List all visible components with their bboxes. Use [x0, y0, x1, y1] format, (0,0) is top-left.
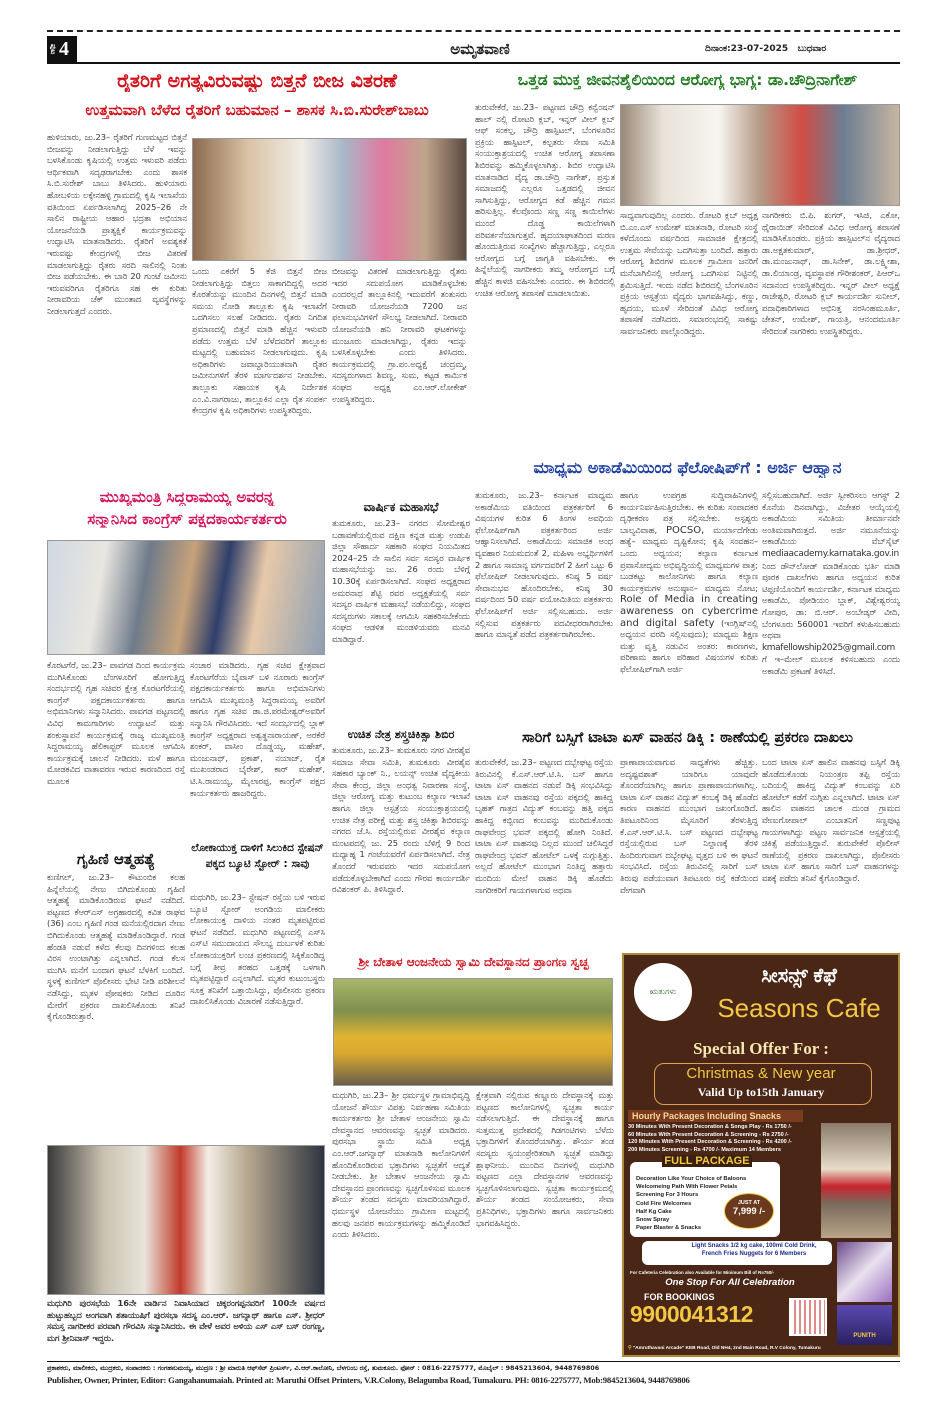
story1-col2: ಒಂದು ಎಕರೆಗೆ 5 ಕೆಜಿ ಬಿತ್ತನೆ ಬೀಜ ನೀಡಲಾಗುತ್ತಿದ್ದು ಬಿತ್ತಲು ಸಾಕಾಗದಿದ್ದಲ್ಲಿ ಅದರ ಕೊರತೆಯನ್ನು ಮುಂದಿನ ದಿನಗಳಲ್ಲಿ ಬಿತ್ತನೆ ಮಾಡಿ ಸಮಯ ನೋಡಿ ತಾಲ್ಲೂಕು ಕೃಷಿ ಇಲಾಖೆಗೆ ಒದಗಿಸಲು ಸಲಹೆ ನೀಡಿದರು. ರೈತರು ನಿಗದಿತ ಪ್ರಮಾಣದಲ್ಲಿ ಬಿತ್ತನೆ ಮಾಡಿ ಹೆಚ್ಚಿನ ಇಳುವರಿ ಪಡೆದು ಉತ್ತಮ ಬೆಳೆ ಬೆಳೆದವರಿಗೆ ತಾಲ್ಲೂಕು ಮಟ್ಟದಲ್ಲಿ ಬಹುಮಾನ ನೀಡಲಾಗುವುದು. ಕೃಷಿ ಅಧಿಕಾರಿಗಳು ಜವಾಬ್ದಾರಿಯುತವಾಗಿ ರೈತರ ಜಮೀನುಗಳಿಗೆ ತೆರಳಿ ಮಾರ್ಗದರ್ಶನ ನೀಡಬೇಕು. ತಾಲ್ಲೂಕು ಸಹಾಯಕ ಕೃಷಿ ನಿರ್ದೇಶಕ ಎಂ.ವಿ.ನಾಗರಾಜು, ತಾಲ್ಲೂಕಿನ ಎಲ್ಲಾ ರೈತ ಸಂಪರ್ಕ ಕೇಂದ್ರಗಳ ಕೃಷಿ ಅಧಿಕಾರಿಗಳು ಉಪಸ್ಥಿತರಿದ್ದರು. — [192, 266, 327, 416]
story8-col2 — [620, 490, 758, 725]
story10-photo — [333, 978, 613, 1086]
story2-headline-line1: ಮುಖ್ಯಮಂತ್ರಿ ಸಿದ್ದರಾಮಯ್ಯ ಅವರನ್ನ — [99, 488, 275, 506]
ad-snacks-box: Light Snacks 1/2 kg cake, 100ml Cold Drink, French Fries Nuggets for 6 Members — [642, 1241, 832, 1265]
ad-validity: Valid Up to15th January — [697, 1085, 825, 1099]
top-rule — [47, 30, 900, 32]
ad-brand: Seasons Cafe — [717, 993, 881, 1023]
footer-kannada: ಪ್ರಕಾಶಕರು, ಮಾಲೀಕರು, ಮುದ್ರಕರು, ಸಂಪಾದಕರು : ಗಂಗಹನುಮಯ್ಯ, ಮುದ್ರಣ : ಶ್ರೀ ಮಾರುತಿ ಆಫ್‌ಸೆಟ್ ಪ್ರಿಂಟರ್ಸ್, ವಿ.ಆರ್.ಕಾಲೋನಿ, ಬೆಳಗುಂಬ ರಸ್ತೆ, ತುಮಕೂರು. ಫೋನ್ : 0816-2275777, ಮೊಬೈಲ್ : 9845213604, 9448769806 — [47, 1364, 600, 1372]
footer-rule — [47, 1361, 900, 1362]
ad-qr-code[interactable] — [789, 1298, 827, 1336]
story9-col1: ತುರುವೇಕೆರೆ, ಜು.23– ಪಟ್ಟಣದ ದಬ್ಬೇಘಟ್ಟ ರಸ್ತೆಯ ತಿರುವಿನಲ್ಲಿ ಕೆ.ಎಸ್.ಆರ್.ಟಿ.ಸಿ. ಬಸ್ ಹಾಗೂ ಟಾಟಾ ಏಸ್ ವಾಹನದ ನಡುವೆ ಡಿಕ್ಕಿ ಸಂಭವಿಸಿದ್ದು ಟಾಟಾ ಏಸ್ ವಾಹನವು ರಸ್ತೆಯ ಪಕ್ಕದಲ್ಲಿ ಹಾಕಿದ್ದ ಬೃಹತ್ ಗಾತ್ರದ ವಿದ್ಯುತ್ ಕಂಬವನ್ನು ಹತ್ತಿ ಪಕ್ಕದ ಹಾಕಿದ್ದ ಕಬ್ಬಿಣದ ಕಂಬವನ್ನು ಮುರಿದುಕೊಂಡು ರಾಘವೇಂದ್ರ ಭವನ್ ಪಕ್ಕದಲ್ಲಿ ಹೋಗಿ ನಿಂತಿದೆ. ಟಾಟಾ ಏಸ್ ವಾಹನವು ನಿಲ್ಲದ ಮುಂದೆ ಚಲಿಸಿದ್ದರೆ ರಾಘವೇಂದ್ರ ಭವನ್ ಹೋಟೆಲ್ ಒಳಕ್ಕೆ ನುಗ್ಗುತ್ತಿತ್ತು. ಅಲ್ಲದೆ ಹೋಟೆಲ್ ಮುಂಭಾಗ ನಿಂತಿದ್ದ ಹತ್ತಾರು ಮಂದಿಯ ಮೇಲೆ ವಾಹನ ಡಿಕ್ಕಿ ಹೊಡೆದು ನಾಗರೀಕರಿಗೆ ಗಾಯಗಳಾಗುವ ಅಥವಾ — [475, 757, 613, 895]
seasons-cafe-ad[interactable] — [622, 953, 900, 1357]
ad-full-package-item: Welcomeing Path With Flower Petals — [636, 1184, 738, 1191]
story2-col2: ಸಂಚಾರ ಮಾಡಿದರು. ಗೃಹ ಸಚಿವ ಕ್ಷೇತ್ರವಾದ ಕೊರಟಗೆರೆಯ ಬೈಪಾಸ್ ಬಳಿ ನೂರಾರು ಕಾಂಗ್ರೆಸ್ ಪಕ್ಷದಕಾರ್ಯಕರ್ತರು ಹಾಗೂ ಅಭಿಮಾನಿಗಳು ಆಗಮಿಸಿ ಮುಖ್ಯಮಂತ್ರಿ ಸಿದ್ದರಾಮಯ್ಯ ಅವರಿಗೆ ಹಾಗೂ ಗೃಹ ಸಚಿವ ಡಾ.ಜಿ.ಪರಮೇಶ್ವರ್‌ಅವರಿಗೆ ಸನ್ಮಾನಿಸಿ ಗೌರವಿಸಿದರು. ಇದೆ ಸಂದರ್ಭದಲ್ಲಿ ಬ್ಲಾಕ್ ಕಾಂಗ್ರೆಸ್ ಅಧ್ಯಕ್ಷರಾದ ಅಶ್ವತ್ಥನಾರಾಯಣ್, ಅರಕೆರೆ ಶಂಕರ್, ವಾಸೀಂ ದೊಡ್ಡಯ್ಯ, ಮಹೇಶ್, ಮಂಜುನಾಥ್, ಪ್ರಕಾಶ್, ನಯಾಜ್, ರೈತ ಮುಖಂಡರಾದ ಬೈರೇಶ್, ಕಾರ್ ಮಹೇಶ್, ಟಿ.ಸಿ.ರಾಮಯ್ಯ, ಮೈಲಾರಪ್ಪ, ಕಾಂಗ್ರೆಸ್ ಪಕ್ಷದ ಕಾರ್ಯಕರ್ತರು ಹಾಜರಿದ್ದರು. — [190, 660, 325, 798]
story8-col3-b: ನಿಂದ ಡೌನ್‌ಲೋಡ್ ಮಾಡಿಕೊಂಡು ಭರ್ತಿ ಮಾಡಿ ಪೂರಕ ದಾಖಲೆಗಳು ಹಾಗೂ ಅಧ್ಯಯನ ಕುರಿತ ಟಿಪ್ಪಣಿಯೊಂದಿಗೆ ಕಾರ್ಯದರ್ಶಿ, ಕರ್ನಾಟಕ ಮಾಧ್ಯಮ ಅಕಾಡೆಮಿ, ಪೋಡಿಯಂ ಬ್ಲಾಕ್, ವಿಶ್ವೇಶ್ವರಯ್ಯ ಗೋಪುರ, ಡಾ: ಬಿ.ಆರ್. ಅಂಬೇಡ್ಕರ್ ವೀದಿ, ಬೆಂಗಳೂರು 560001 ಇವರಿಗೆ ಕಳುಹಿಸಬಹುದು ಅಥವಾ — [762, 560, 900, 641]
story6-body: ತುಮಕೂರು, ಜು.23– ತುಮಕೂರು ನಗರ ವೀರಶೈವ ಸಮಾಜ ಸೇವಾ ಸಮಿತಿ, ತುಮಕೂರು ವೀರಶೈವ ಸಹಕಾರ ಬ್ಯಾಂಕ್ ನಿ., ಲಯನ್ಸ್ ಉಚಿತ ವೈದ್ಯಕೀಯ ಸೇವಾ ಕೇಂದ್ರ, ಜಿಲ್ಲಾ ಅಂಧತ್ವ ನಿವಾರಣಾ ಸಂಸ್ಥೆ, ಜಿಲ್ಲಾ ಆರೋಗ್ಯ ಮತ್ತು ಕುಟುಂಬ ಕಲ್ಯಾಣ ಇಲಾಖೆ ಹಾಗೂ ಜಿಲ್ಲಾ ಆಸ್ಪತ್ರೆಯ ಸಂಯುಕ್ತಾಶ್ರಯದಲ್ಲಿ ಉಚಿತ ನೇತ್ರ ಪರೀಕ್ಷೆ ಮತ್ತು ಶಸ್ತ್ರ ಚಿಕಿತ್ಸಾ ಶಿಬಿರವನ್ನು ನಗರದ ಜೆ.ಸಿ. ರಸ್ತೆಯಲ್ಲಿರುವ ವೀರಶೈವ ಕಲ್ಯಾಣ ಮಂಟಪದಲ್ಲಿ ಜು. 25 ರಂದು ಬೆಳಿಗ್ಗೆ 9 ರಿಂದ ಮಧ್ಯಾಹ್ನ 1 ಗಂಟೆಯವರೆಗೆ ಏರ್ಪಡಿಸಲಾಗಿದೆ. ನೇತ್ರ ತೊಂದರೆ ಇರುವವರು ಇದರ ಸದುಪಯೋಗ ಪಡೆದುಕೊಳ್ಳಬೇಕಾಗಿದೆ ಎಂದು ಗೌರವ ಕಾರ್ಯದರ್ಶಿ ರವಿಶಂಕರ್ ಪಿ. ತಿಳಿಸಿದ್ದಾರೆ. — [332, 745, 470, 895]
ad-address-text: "Amruthavani Arcade" KEB Road, Old NH4, 2nd Main Road, R.V Colony, Tumakuru — [632, 1346, 821, 1351]
story5-headline: ವಾರ್ಷಿಕ ಮಹಾಸಭೆ — [363, 500, 439, 514]
story5-body: ತುಮಕೂರು, ಜು.23– ನಗರದ ಸೋಮೇಶ್ವರ ಬಡಾವಣೆಯಲ್ಲಿರುವ ದಕ್ಷಿಣ ಕನ್ನಡ ಮತ್ತು ಉಡುಪಿ ಜಿಲ್ಲಾ ಸೌಹಾರ್ದ ಸಹಕಾರಿ ಸಂಘದ ನಿಯಮಿತದ 2024–25 ನೇ ಸಾಲಿನ ಸರ್ವ ಸದಸ್ಯರ ವಾರ್ಷಿಕ ಮಹಾಸಭೆಯನ್ನು ಜು. 26 ರಂದು ಬೆಳಿಗ್ಗೆ 10.30ಕ್ಕೆ ಏರ್ಪಡಿಸಲಾಗಿದೆ. ಸಂಘದ ಅಧ್ಯಕ್ಷರಾದ ಅಮರನಾಥ ಶೆಟ್ಟಿ ರವರ ಅಧ್ಯಕ್ಷತೆಯಲ್ಲಿ ಸರ್ವ ಸದಸ್ಯರ ವಾರ್ಷಿಕ ಮಹಾಸಭೆ ನಡೆಯಲಿದ್ದು, ಸಂಘದ ಸದಸ್ಯರುಗಳು ಸಕಾಲಕ್ಕೆ ಆಗಮಿಸಿ ಸಹಕರಿಸಬೇಕೆಂದು ಸಂಘದ ಆಡಳಿತ ಮಂಡಳಿಯವರು ಮನವಿ ಮಾಡಿದ್ದಾರೆ. — [332, 518, 470, 644]
ad-photo-1 — [821, 1123, 891, 1238]
ad-price: 7,999 /- — [732, 1206, 766, 1217]
story9-col2: ಪ್ರಾಣಾಪಾಯವಾಗುವ ಸಾಧ್ಯತೆಗಳು ಹೆಚ್ಚಿತ್ತು. ಅದೃಷ್ಟವಶಾತ್ ಯಾರಿಗೂ ಯಾವುದೇ ತೊಂದರೆಯಾಗಿಲ್ಲ ಹಾಗೂ ಪ್ರಾಣಾಪಾಯಗಳಾಗಿಲ್ಲ. ಟಾಟಾ ಏಸ್ ವಾಹನ ವಿದ್ಯುತ್ ಕಂಬಕ್ಕೆ ಡಿಕ್ಕಿ ಹೊಡೆದ ಕಾರಣ ವಾಹನದ ಮುಂಭಾಗ ಜಖಂಗೊಂಡಿದೆ. ತಿಪಟೂರಿನಿಂದ ಮೈಸೂರಿಗೆ ತೆರಳುತ್ತಿದ್ದ ಕೆ.ಎಸ್.ಆರ್.ಟಿ.ಸಿ. ಬಸ್ ಪಟ್ಟಣದ ದಬ್ಬೇಘಟ್ಟ ರಸ್ತೆಯಲ್ಲಿರುವ ಬಸ್ ನಿಲ್ದಾಣಕ್ಕೆ ತೆರಳಿ ಹಿಂದಿರುಗುವಾಗ ದಬ್ಬೇಘಟ್ಟ ವೃತ್ತದ ಬಳಿ ಈ ಘಟನೆ ಸಂಭವಿಸಿದೆ. ರಸ್ತೆಯ ತಿರುವಿನಲ್ಲಿ ಸಾರಿಗೆ ಬಸ್ ತಿರುವು ಪಡೆಯುವಾಗ ತಿಪಟೂರು ರಸ್ತೆ ಕಡೆಯಿಂದ ವೇಗವಾಗಿ — [620, 757, 758, 895]
story10-col1: ಮಧುಗಿರಿ, ಜು.23– ಶ್ರೀ ಧರ್ಮಸ್ಥಳ ಗ್ರಾಮಾಭಿವೃದ್ಧಿ ಯೋಜನೆ ಶೌರ್ಯ ವಿಪತ್ತು ನಿರ್ವಹಣಾ ಸಮಿತಿಯ ಕಾರ್ಯಕರ್ತರು ಶ್ರೀ ಬೇತಾಳ ಆಂಜನೇಯ ಸ್ವಾಮಿ ದೇವಸ್ಥಾನದ ಆವರಣವನ್ನು ಸ್ವಚ್ಛತೆ ಮಾಡಿದರು. ಪುರಸಭಾ ಸ್ಥಾಯಿ ಸಮಿತಿ ಅಧ್ಯಕ್ಷ ಎಂ.ಆರ್.ಜಗನ್ನಾಥ್ ಮಾತನಾಡಿ ಕಾಲೋನಿಗಳಿಗೆ ಹೊಂದಿಕೊಂಡಿರುವ ಭಕ್ತಾದಿಗಳು ಸ್ವಚ್ಛತೆಗೆ ಆದ್ಯತೆ ನೀಡಬೇಕು. ಶ್ರೀ ಬೇತಾಳ ಆಂಜನೇಯ ಸ್ವಾಮಿ ದೇವಸ್ಥಾನದ ಪ್ರಾಂಗಣವನ್ನು ಸ್ವಚ್ಛಗೊಳಿಸುವ ಮೂಲಕ ಶೌರ್ಯ ತಂಡದ ಸದಸ್ಯರು ಮಾದರಿಯಾಗಿದ್ದಾರೆ. ಧರ್ಮಸ್ಥಳ ಯೋಜನೆಯು ಗ್ರಾಮೀಣ ಮಟ್ಟದಲ್ಲಿ ಹಲವು ಜನಪರ ಕಾರ್ಯಕ್ರಮಗಳನ್ನು ಹಮ್ಮಿಕೊಂಡಿದೆ ಎಂದು ತಿಳಿಸಿದರು. — [332, 1090, 470, 1240]
weekday: ಬುಧವಾರ — [797, 44, 827, 54]
ad-tagline: One Stop For All Celebration — [665, 1277, 795, 1288]
ad-price-badge — [724, 1193, 774, 1229]
ad-address — [628, 1346, 898, 1351]
story8-col3-c: ಗೆ ಇ–ಮೇಲ್ ಮೂಲಕ ಕಳಿಸಬಹುದು ಎಂದು ಅಕಾಡೆಮಿ ಪ್ರಕಟಣೆ ತಿಳಿಸಿದೆ. — [762, 654, 900, 676]
ad-photo-3 — [837, 1305, 892, 1345]
ad-full-package-item: Paper Blaster & Snacks — [636, 1225, 702, 1232]
ad-cafeteria-note: For Cafeteria Celebration also Available for Minimum Bill of Rs750/- — [630, 1270, 774, 1275]
story3-headline: ಗೃಹಿಣಿ ಆತ್ಮಹತ್ಯೆ — [77, 850, 155, 868]
story8-headline: ಮಾಧ್ಯಮ ಅಕಾಡೆಮಿಯಿಂದ ಫೆಲೋಷಿಪ್‌ಗೆ : ಅರ್ಜಿ ಆಹ್ವಾನ — [533, 458, 842, 477]
story1-subheadline: ಉತ್ತಮವಾಗಿ ಬೆಳೆದ ರೈತರಿಗೆ ಬಹುಮಾನ – ಶಾಸಕ ಸಿ.ಬಿ.ಸುರೇಶ್‌ಬಾಬು — [85, 101, 429, 119]
header-rule — [47, 62, 900, 64]
ad-occasion: Christmas & New year — [686, 1065, 836, 1082]
story8-english-topic: Role of Media in creating awareness on cybercrime and digital safety — [620, 594, 758, 629]
ad-full-package-item: Screening For 3 Hours — [636, 1192, 699, 1199]
ad-package-item: 120 Minutes With Present Decoration & Screening - Rs 4200 /- — [628, 1139, 792, 1146]
fellowship-email-link[interactable]: kmafellowship2025@gmail.com — [762, 642, 895, 653]
academy-website-link[interactable]: mediaacademy.karnataka.gov.in — [762, 548, 899, 559]
ad-brand-kannada: ಸೀಸನ್ಸ್ ಕೆಫೆ — [761, 965, 837, 987]
story10-headline: ಶ್ರೀ ಬೇತಾಳ ಆಂಜನೇಯ ಸ್ವಾಮಿ ದೇವಸ್ಥಾನದ ಪ್ರಾಂಗಣ ಸ್ವಚ್ಛ — [358, 955, 589, 969]
issue-date — [705, 44, 826, 54]
story8-pocso: POCSO, — [666, 524, 705, 536]
ad-logo-text: ಋತುಗಳು — [649, 987, 677, 996]
ad-logo — [634, 963, 692, 1021]
ad-bookings-label: FOR BOOKINGS — [644, 1292, 715, 1302]
page-number: 4 — [59, 37, 69, 60]
centenarian-caption: ಮಧುಗಿರಿ ಪುರಸಭೆಯ 16ನೇ ವಾರ್ಡಿನ ನಿವಾಸಿಯಾದ ಚಿಕ್ಕರಂಗಪ್ಪನವರಿಗೆ 100ನೇ ವರ್ಷದ ಹುಟ್ಟುಹಬ್ಬದ ಅಂಗವಾಗಿ ಶತಾಯುಷಿಗೆ ಪುರಸಭಾ ಸದಸ್ಯ ಎಂ.ಆರ್. ಜಗನ್ನಾಥ್ ಹಾಗೂ ಎಸ್. ಶ್ರೀಧರ್ ಸಮಸ್ತ ನಾಗರೀಕರ ಪರವಾಗಿ ಗೌರವಿಸಿ ಸನ್ಮಾನಿಸಿದರು. ಈ ವೇಳೆ ಅವರ ಅಳಿಯ ಎಸ್ ಎಸ್ ಬಸ್ ರಂಗಣ್ಣ, ಮಗ ಶ್ರೀನಿವಾಸ್ ಇದ್ದರು. — [47, 1298, 325, 1343]
ad-packages-title: Hourly Packages Including Snacks — [628, 1110, 803, 1122]
story7-col1: ತುರುವೇಕೆರೆ, ಜು.23– ಪಟ್ಟಣದ ಚೌದ್ರಿ ಕನ್ವೆಂಷನ್ ಹಾಲ್ ನಲ್ಲಿ ರೋಟರಿ ಕ್ಲಬ್, ಇನ್ನರ್ ವೀಲ್ ಕ್ಲಬ್ ಆಫ್ ಸಂಕಲ್ಪ, ಚೌದ್ರಿ ಹಾಸ್ಪಿಟಲ್, ಬೆಂಗಳೂರಿನ ಪ್ರಕ್ರಿಯ ಹಾಸ್ಪಿಟಲ್, ಕಲ್ಪತರು ಸೇವಾ ಸಮಿತಿ ಸಂಯುಕ್ತಾಶ್ರಯದಲ್ಲಿ ಉಚಿತ ಆರೋಗ್ಯ ತಪಾಸಣಾ ಶಿಬಿರವನ್ನು ಹಮ್ಮಿಕೊಳ್ಳಲಾಗಿತ್ತು. ಶಿಬಿರ ಉದ್ಘಾಟಿಸಿ ಮಾತನಾಡಿದ ವೈದ್ಯ ಡಾ.ಚೌದ್ರಿ ನಾಗೇಶ್, ಪ್ರಸ್ತುತ ಸಮಾಜದಲ್ಲಿ ಎಲ್ಲರೂ ಒತ್ತಡದಲ್ಲಿ ಜೀವನ ಸಾಗಿಸುತ್ತಿದ್ದು, ಆರೋಗ್ಯದ ಕಡೆ ಹೆಚ್ಚಿನ ಗಮನ ಹರಿಸುತ್ತಿಲ್ಲ. ಕೆಲವೊಂದು ಸಣ್ಣ ಸಣ್ಣ ಕಾಯಿಲೆಗಳು ಮುಂದೆ ದೊಡ್ಡ ಕಾಯಿಲೆಗಳಾಗಿ ಪರಿವರ್ತನೆಯಾಗುತ್ತವೆ. ಹೃದಯಾಘಾತದಿಂದ ಮರಣ ಹೊಂದುತ್ತಿರುವ ಸಂಖ್ಯೆಗಳು ಹೆಚ್ಚಾಗುತ್ತಿದ್ದು, ಎಲ್ಲರೂ ಆರೋಗ್ಯದ ಬಗ್ಗೆ ಜಾಗೃತಿ ವಹಿಸಬೇಕು. ಈ ಹಿನ್ನೆಲೆಯಲ್ಲಿ ನಾಗರೀಕರು ತಮ್ಮ ಆರೋಗ್ಯದ ಬಗ್ಗೆ ಹೆಚ್ಚಿನ ಕಾಳಜಿ ವಹಿಸಬೇಕು ಎಂದರು. ಈ ಶಿಬಿರದಲ್ಲಿ ಉಚಿತ ಆರೋಗ್ಯ ತಪಾಸಣೆ ಮಾಡಲಾಯಿತು. — [475, 102, 615, 298]
ad-package-item: 60 Minutes With Present Decoration & Screening - Rs 2750 /- — [628, 1131, 789, 1138]
ad-photo-label: PUNITH — [853, 1333, 876, 1339]
ad-full-package-item: Cold Fire Welcomes — [636, 1200, 692, 1207]
story8-col3-a: ಸಲ್ಲಿಸಬಹುದಾಗಿದೆ. ಅರ್ಜಿ ಸ್ವೀಕರಿಸಲು ಆಗಸ್ಟ್ 2 ಕೊನೆಯ ದಿನವಾಗಿದ್ದು, ವಿಜೇತರ ಆಯ್ಕೆಯಲ್ಲಿ ಅಕಾಡೆಮಿಯ ಸಮಿತಿಯ ತೀರ್ಮಾನವೇ ಅಂತಿಮವಾಗಿರುತ್ತದೆ. ಅರ್ಜಿ ನಮೂನೆಯನ್ನು ಅಕಾಡೆಮಿಯ ವೆಬ್‌ಸೈಟ್ — [762, 490, 900, 547]
story8-col2-a: ಹಾಗೂ ಉಪಗ್ರಹ ಸುದ್ದಿವಾಹಿನಿಗಳಲ್ಲಿ ಕಾರ್ಯನಿರ್ವಹಿಸುತ್ತಿರಬೇಕು. ಈ ಕುರಿತು ಸಂಪಾದಕರ ದೃಢೀಕರಣ ಪತ್ರ ಸಲ್ಲಿಸಬೇಕು. ಅಸ್ಪಶ್ಯರು ಬಾಲ್ಯವಿವಾಹ, — [620, 490, 758, 535]
story7-headline: ಒತ್ತಡ ಮುಕ್ತ ಜೀವನಶೈಲಿಯಿಂದ ಆರೋಗ್ಯ ಭಾಗ್ಯ: ಡಾ.ಚೌದ್ರಿನಾಗೇಶ್ — [517, 71, 858, 89]
story1-col3: ಬೀಜವನ್ನು ವಿತರಣೆ ಮಾಡಲಾಗುತ್ತಿದ್ದು ರೈತರು ಇದರ ಸದುಪಯೋಗ ಮಾಡಿಕೊಳ್ಳಬೇಕು ಎಂದರಲ್ಲದೆ ತಾಲ್ಲೂಕಿನಲ್ಲಿ ಇದುವರೆಗೆ ತಂತುಸರು ನೀರಾವರಿ ಯೋಜನೆಯಡಿ 7200 ಜನ ಫಲಾನುಭವಿಗಳಿಗೆ ಸೌಲಭ್ಯ ನೀಡಲಾಗಿದೆ. ನೀರಾವರಿ ಯೋಜನೆಯಡಿ ಹನಿ ನೀರಾವರಿ ಘಟಕಗಳನ್ನು ಮಂಜೂರು ಮಾಡಲಾಗಿದ್ದು, ರೈತರು ಇದನ್ನು ಬಳಸಿಕೊಳ್ಳಬೇಕು ಎಂದು ತಿಳಿಸಿದರು. ಕಾರ್ಯಕ್ರಮದಲ್ಲಿ ಗ್ರಾ.ಪಂ.ಅಧ್ಯಕ್ಷೆ ಚಂದ್ರಮ್ಮ, ಸದಸ್ಯರುಗಳಾದ ಶಿವಣ್ಣ, ಸುಮ, ಕಟ್ಟಡ ಕಾರ್ಮಿಕ ಸಂಘದ ಅಧ್ಯಕ್ಷ ಎಂ.ಆರ್.ಲೋಕೇಶ್ ಉಪಸ್ಥಿತರಿದ್ದರು. — [332, 266, 467, 404]
location-pin-icon: ⚲ — [628, 1346, 633, 1351]
story4-body: ಮಧುಗಿರಿ, ಜು.23– ಸ್ಟೇಷನ್ ರಸ್ತೆಯ ಬಳಿ ಇರುವ ಬ್ಯೂಟಿ ಸ್ಟೋರ್ ಅಂಗಡಿಯ ಮಾಲೀಕರು ಲೋಕಾಯುಕ್ತ ದಾಳಿಯ ನಂತರ ಮೃತಪಟ್ಟಿರುವ ಘಟನೆ ನಡೆದಿದೆ. ಮಧುಗಿರಿ ಪಟ್ಟಣದಲ್ಲಿ ಎಸ್‌ಸಿ ಎಸ್‌ಟಿ ಸಮುದಾಯದ ಸೌಲಭ್ಯ ದುರ್ಬಳಕೆ ಕುರಿತು ಲೋಕಾಯುಕ್ತರಿಗೆ ಲಂಚ ಪ್ರಕರಣದಲ್ಲಿ ಸಿಕ್ಕಿಕೊಂಡಿದ್ದ ಬಗ್ಗೆ ತೀವ್ರ ತರಹದ ಒತ್ತಡಕ್ಕೆ ಒಳಗಾಗಿ ಮೃತಪಟ್ಟಿದ್ದಾರೆ ಎನ್ನಲಾಗಿದೆ. ಮೃತರ ಕುಟುಂಬಸ್ಥರು ಸೂಕ್ತ ತನಿಖೆಗೆ ಒತ್ತಾಯಿಸಿದ್ದು, ಪೊಲೀಸರು ಪ್ರಕರಣ ದಾಖಲಿಸಿಕೊಂಡು ವಿಚಾರಣೆ ನಡೆಸುತ್ತಿದ್ದಾರೆ. — [190, 892, 325, 1007]
page-label: ಪುಟ — [49, 43, 57, 55]
story7-col3: ನಾಗರೀಕರು ಬಿ.ಪಿ. ಶುಗರ್, ಇಸಿಜಿ, ಎಕೋ, ಥೈರಾಯಿಡ್ ಸೇರಿದಂತೆ ವಿವಿಧ ಆರೋಗ್ಯ ತಪಾಸಣೆ ಮಾಡಿಸಿಕೊಂಡರು. ಪ್ರಕ್ರಿಯ ಹಾಸ್ಪಿಟಲ್‌ನ ವೈದ್ಯರಾದ ಡಾ.ಅಕ್ಷತಕುಮಾರ್, ಡಾ.ಶ್ರೀಧರ್, ಡಾ.ಮಂಜುನಾಥ್, ಡಾ.ಸಿನೇಕ್, ಡಾ.ಲಕ್ಷ್ಮೀಶಾ, ಡಾ.ಲಿಯಾಂಡ್ರ, ವ್ಯವಸ್ಥಾಪಕ ಗೌರೀಶಂಕರ್, ಪಿಆರ್‌ಒ ಸದಾನಂದ ಉಪಸ್ಥಿತರಿದ್ದರು. ಇನ್ನರ್ ವೀಲ್ ಅಧ್ಯಕ್ಷೆ ರಾಜೇಶ್ವರಿ, ರೋಟರಿ ಕ್ಲಬ್ ಕಾರ್ಯದರ್ಶಿ ಸುನೀಲ್, ಪದಾಧಿಕಾರಿಗಳಾದ ಅಭಿನಿತ್ತ ನರಸಿಂಹಮೂರ್ತಿ, ಚೇತನ್, ಉಮೇಶ್, ಗಾಯತ್ರಿ, ಆನಂದಮೂರ್ತಿ ಸೇರಿದಂತೆ ನಾಗರಿಕರು ಉಪಸ್ಥಿತರಿದ್ದರು. — [762, 210, 900, 336]
story9-headline: ಸಾರಿಗೆ ಬಸ್ಸಿಗೆ ಟಾಟಾ ಏಸ್ ವಾಹನ ಡಿಕ್ಕಿ : ಠಾಣೆಯಲ್ಲಿ ಪ್ರಕರಣ ದಾಖಲು — [521, 730, 854, 746]
story9-col3: ಬಂದ ಟಾಟಾ ಏಸ್ ಹಾಲಿನ ವಾಹನವು ಬಸ್ಸಿಗೆ ಡಿಕ್ಕಿ ಹೊಡೆದುಕೊಂಡು ನಿಯಂತ್ರಣ ತಪ್ಪಿ ರಸ್ತೆಯ ಬದಿಯಲ್ಲಿ ಹಾಕಿದ್ದ ವಿದ್ಯುತ್ ಕಂಬವನ್ನು ಏರಿ ಹೋಟೆಲ್ ಕಡೆಗೆ ನುಗ್ಗಿತು ಎನ್ನಲಾಗಿದೆ. ಟಾಟಾ ಏಸ್ ಹಾಲಿನ ವಾಹನದ ಚಾಲಕ ದುಂಡ ಗ್ರಾಮದ ವೇಣುಗೋಪಾಲ್ ಎಂಬಾತನಿಗೆ ಸಣ್ಣಪುಟ್ಟ ಗಾಯಗಳಾಗಿದ್ದು ಪಟ್ಟಣ ಸಾರ್ವಜನಿಕ ಆಸ್ಪತ್ರೆಯಲ್ಲಿ ಚಿಕಿತ್ಸೆ ಪಡೆಯುತ್ತಿದ್ದಾನೆ. ತುರುವೇಕೆರೆ ಪೊಲೀಸ್ ಠಾಣೆಯಲ್ಲಿ ಪ್ರಕರಣ ದಾಖಲಾಗಿದ್ದು, ಪೊಲೀಸರು ಟಾಟಾ ಏಸ್ ಹಾಗೂ ಸಾರಿಗೆ ಬಸ್ ವಾಹನಗಳನ್ನು ವಶಕ್ಕೆ ಪಡೆದು ತನಿಖೆ ಕೈಗೊಂಡಿದ್ದಾರೆ. — [762, 757, 900, 883]
story3-body: ಕುಣಿಗಲ್, ಜು.23– ಕೌಟುಂಬಿಕ ಕಲಹ ಹಿನ್ನೆಲೆಯಲ್ಲಿ ನೇಣು ಬಿಗಿದುಕೊಂಡು ಗೃಹಿಣಿ ಆತ್ಮಹತ್ಯೆ ಮಾಡಿಕೊಂಡಿರುವ ಘಟನೆ ನಡೆದಿದೆ. ಪಟ್ಟಣದ ಕೆಆರ್‌ಎಸ್ ಅಗ್ರಹಾರದಲ್ಲಿ ಕವಿತ ರಾಘವ (36) ಎಂಬ ಗೃಹಿಣಿ ಗಂಡ ಮನೆಯಲ್ಲಿರದಾಗ ನೇಣು ಬಿಗಿದುಕೊಂಡು ಆತ್ಮಹತ್ಯೆ ಮಾಡಿಕೊಂಡಿದ್ದಾರೆ. ಗಂಡ ಹೆಂಡತಿ ನಡುವೆ ಕಳೆದ ಕೆಲವು ದಿನಗಳಿಂದ ಕಲಹ ವಿರಸ ಉಂಟಾಗಿತ್ತು ಎನ್ನಲಾಗಿದೆ. ಗಂಡ ಕೆಲಸ ಮುಗಿಸಿ ಮನೆಗೆ ಬಂದಾಗ ಘಟನೆ ಬೆಳಕಿಗೆ ಬಂದಿದೆ. ಸ್ಥಳಕ್ಕೆ ಕುಣಿಗಲ್ ಪೊಲೀಸರು ಭೇಟಿ ನೀಡಿ ಪರಿಶೀಲನೆ ನಡೆಸಿದ್ದು, ಮೃತಳ ಪೋಷಕರು ನೀಡಿದ ದೂರಿನ ಮೇರೆಗೆ ಪ್ರಕರಣ ದಾಖಲಿಸಿಕೊಂಡು ತನಿಖೆ ಕೈಗೊಂಡಿರುತ್ತಾರೆ. — [47, 872, 185, 1022]
ad-offer-title: Special Offer For : — [693, 1039, 829, 1058]
page-number-box — [47, 36, 77, 62]
ad-full-package-title: FULL PACKAGE — [662, 1155, 752, 1167]
story10-col2: ಕ್ಷೇತ್ರವಾಗಿ ನಲ್ಲಿರುವ ಕಣ್ಣೂರು ದೇವಸ್ಥಾನಕ್ಕೆ ಮತ್ತು ಪಟ್ಟಣದ ಕಾಲೋನಿಗಳಲ್ಲಿ ಸ್ವಚ್ಛತಾ ಕಾರ್ಯ ನಡೆಸಲಾಗುತ್ತಿದೆ. ಈ ದೇವಸ್ಥಾನಕ್ಕೆ ಹಾಗೂ ಸುತ್ತಮುತ್ತ ಪ್ರದೇಶದಲ್ಲಿ ಗಿಡಗಂಟಿಗಳು ಬೆಳೆದು ಭಕ್ತಾದಿಗಳಿಗೆ ತೊಂದರೆಯಾಗಿತ್ತು. ಶೌರ್ಯ ತಂಡ ಸದಸ್ಯರು ಸ್ವಯಂಪ್ರೇರಿತರಾಗಿ ಸ್ವಚ್ಛತೆ ಮಾಡಿದ್ದು ಶ್ಲಾಘನೀಯ. ಮುಂದಿನ ದಿನಗಳಲ್ಲಿ ಮಧುಗಿರಿ ಪಟ್ಟಣದ ಎಲ್ಲಾ ದೇವಸ್ಥಾನಗಳ ಆವರಣವನ್ನು ಸ್ವಚ್ಛಗೊಳಿಸಲಾಗುವುದು. ಸ್ವಚ್ಛತಾ ಕಾರ್ಯಕ್ರಮದಲ್ಲಿ ಶೌರ್ಯ ತಂಡದ ಸಂಯೋಜಕರು, ಸೇವಾ ಪ್ರತಿನಿಧಿಗಳು, ಭಕ್ತಾದಿಗಳು ಹಾಗೂ ಸಾರ್ವಜನಿಕರು ಭಾಗವಹಿಸಿದ್ದರು. — [476, 1090, 614, 1228]
ad-price-label: JUST AT — [737, 1200, 761, 1206]
ad-full-package-item: Half Kg Cake — [636, 1208, 672, 1215]
story8-col1: ತುಮಕೂರು, ಜು.23– ಕರ್ನಾಟಕ ಮಾಧ್ಯಮ ಅಕಾಡೆಮಿಯ ವತಿಯಿಂದ ಪತ್ರಕರ್ತರಿಗೆ 6 ವಿಷಯಗಳ ಕುರಿತ 6 ತಿಂಗಳ ಅವಧಿಯ ಫೆಲೋಷಿಪ್‌ಗಾಗಿ ಪತ್ರಕರ್ತರಿಂದ ಅರ್ಜಿ ಆಹ್ವಾನಿಸಲಾಗಿದೆ. ಅಕಾಡೆಮಿಯ ಸಮಾಜಿಕ ಅಂಧ ವ್ಯವಹಾರ ನಿಯಮದಂತೆ 2, ಮಹಿಳಾ ಅಭ್ಯರ್ಥಿಗಳಿಗೆ 2 ಹಾಗೂ ಸಾಮಾನ್ಯ ವರ್ಗದವರಿಗೆ 2 ಹೀಗೆ ಒಟ್ಟು 6 ಫೆಲೋಷಿಪ್ ನೀಡಲಾಗುವುದು. ಕನಿಷ್ಠ 5 ವರ್ಷ ಸೇವಾನುಭವ ಹೊಂದಿರಬೇಕು, ಕನಿಷ್ಠ 30 ವರ್ಷದಿಂದ 50 ವರ್ಷ ವಯೋಮಿತಿಯ ಪತ್ರಕರ್ತರು ಫೆಲೋಷಿಪ್‌ಗೆ ಅರ್ಜಿ ಸಲ್ಲಿಸಬಹುದು. ಅರ್ಜಿ ಸಲ್ಲಿಸುವ ಪತ್ರಕರ್ತರು ಪದವೀಧರರಾಗಿರಬೇಕು ಹಾಗೂ ಮಾನ್ಯತೆ ಪಡೆದ ಪತ್ರಕರ್ತರಾಗಿರಬೇಕು. — [475, 490, 613, 640]
footer-english: Publisher, Owner, Printer, Editor: Gangahanumaiah. Printed at: Maruthi Offset Printers, V.R.Colony, Belagumba Road, Tumakuru. PH: 0816-2275777, Mob:9845213604, 9448769806 — [47, 1375, 690, 1385]
ad-phone[interactable]: 9900041312 — [630, 1301, 753, 1327]
story8-col2-e: (ಇಂಗ್ಲಿಷ್‌ನಲ್ಲಿ ಅಧ್ಯಯನ ವರದಿ ಸಲ್ಲಿಸುವುದು); ಮಾಧ್ಯಮ ಶಿಕ್ಷಣ ಮತ್ತು ವೃತ್ತಿ ನಡುವಿನ ಅಂತರ: ಕಾರಣಗಳು, ಪರಿಣಾಮ ಹಾಗೂ ಪರಿಹಾರ ವಿಷಯಗಳ ಕುರಿತು ಫೆಲೋಷಿಪ್‌ಗಾಗಿ ಅರ್ಜಿ — [620, 617, 758, 674]
ad-full-package-item: Snow Spray — [636, 1217, 670, 1224]
ad-package-item: 200 Minutes Screening - Rs 4700 /- Maximum 14 Members — [628, 1146, 781, 1153]
story1-col1: ಹುಳಿಯಾರು, ಜು.23– ರೈತರಿಗೆ ಗುಣಮಟ್ಟದ ಬಿತ್ತನೆ ಬೀಜವನ್ನು ನೀಡಲಾಗುತ್ತಿದ್ದು ಬೆಳೆ ಇವನ್ನು ಬಳಸಿಕೊಂಡು ಕೃಷಿಯಲ್ಲಿ ಉತ್ತಮ ಇಳುವರಿ ಪಡೆದು ಆರ್ಥಿಕವಾಗಿ ಸದೃಢರಾಗಬೇಕು ಎಂದು ಶಾಸಕ ಸಿ.ಬಿ.ಸುರೇಶ್ ಬಾಬು ತಿಳಿಸಿದರು. ಹುಳಿಯಾರು ಹೋಬಳಿಯ ಲಕ್ಕೇನಹಳ್ಳಿ ಗ್ರಾಮದಲ್ಲಿ ಕೃಷಿ ಇಲಾಖೆಯ ವತಿಯಿಂದ ಏರ್ಪಡಿಸಲಾಗಿದ್ದ 2025–26 ನೇ ಸಾಲಿನ ರಾಷ್ಟ್ರೀಯ ಆಹಾರ ಭದ್ರತಾ ಅಭಿಯಾನ ಯೋಜನೆಯಡಿ ಪ್ರಾತ್ಯಕ್ಷಿಕೆ ಕಾರ್ಯಕ್ರಮವನ್ನು ಉದ್ಘಾಟಿಸಿ ಮಾತನಾಡಿದರು. ರೈತರಿಗೆ ಅವಶ್ಯಕತೆ ಇರುವಷ್ಟು ಕೇಂದ್ರಗಳಲ್ಲಿ ಬೀಜ ವಿತರಣೆ ಮಾಡಲಾಗುತ್ತಿದ್ದು ರೈತರು ಸರದಿ ಸಾಲಿನಲ್ಲಿ ನಿಂತು ಬೀಜ ಪಡೆಯಬೇಕು. ಈ ಬಾರಿ 20 ಗುಂಟೆ ಜಮೀನು ಇರುವವರಿಗೂ ರೈತರಿಗೂ ಸಹ ಈ ಕುರಿತು ನೀರಾವರಿಯ ಚೆಕ್ ಮುಂತಾದ ವ್ಯವಸ್ಥೆಗಳನ್ನು ನೀಡಲಾಗುತ್ತದೆ ಎಂದರು. — [47, 132, 187, 316]
centenarian-photo — [47, 1145, 325, 1295]
story8-col2-c: ಮರ್ಯಾದೆಗೇಡು ಹತ್ಯೆ– ಮಾಧ್ಯಮ ದೃಷ್ಟಿಕೋನ; ಕೃಷಿ ಸಂವಹನ– ಒಂದು ಅಧ್ಯಯನ; ಕಲ್ಯಾಣ ಕರ್ನಾಟಕ ಪ್ರವಾಸೋದ್ಯಮ ಅಭಿವೃದ್ಧಿಯಲ್ಲಿ ಮಾಧ್ಯಮಗಳ ಪಾತ್ರ; ಬುಡಕಟ್ಟು ಕಾಲೋನಿಗಳು ಹಾಗೂ ಕಲ್ಯಾಣ ಕಾರ್ಯಕ್ರಮಗಳ ಅನುಷ್ಠಾನ– ಮಾಧ್ಯಮ ನೋಟ; — [620, 524, 758, 593]
story2-photo — [47, 540, 325, 655]
ad-package-item: 30 Minutes With Present Decoration & Songs Play - Rs 1750 /- — [628, 1124, 792, 1130]
story1-photo — [192, 138, 467, 261]
ad-full-package-item: Decoration Like Your Choice of Baloons — [636, 1176, 747, 1182]
story4-headline: ಲೋಕಾಯುಕ್ತ ದಾಳಿಗೆ ಸಿಲುಕಿದ ಸ್ಟೇಷನ್ ಪಕ್ಕದ ಬ್ಯೂಟಿ ಸ್ಟೋರ್ : ಸಾವು — [191, 842, 324, 870]
story7-col2: ಸಾಧ್ಯವಾಗುವುದಿಲ್ಲ ಎಂದರು. ರೋಟರಿ ಕ್ಲಬ್ ಅಧ್ಯಕ್ಷ ಬಿ.ಎಂ.ಎಸ್ ಉಮೇಶ್ ಮಾತನಾಡಿ, ರೋಟರಿ ಸಂಸ್ಥೆ ಕಳೆದೊಂದು ವರ್ಷದಿಂದ ಸಾಮಾಜಿಕ ಕ್ಷೇತ್ರದಲ್ಲಿ ಉತ್ತಮ ಸೇವೆಯನ್ನು ಒದಗಿಸುತ್ತಾ ಬಂದಿದೆ. ಹತ್ತಾರು ಆರೋಗ್ಯ ಶಿಬಿರಗಳ ಮೂಲಕ ಗ್ರಾಮೀಣ ಜನರಿಗೆ ಮನೆಬಾಗಿಲಿನಲ್ಲಿ ಆರೋಗ್ಯ ಒದಗಿಸುವ ನಿಟ್ಟಿನಲ್ಲಿ ಶ್ರಮಿಸುತ್ತಿದೆ. ಇಂದು ನಡೆದ ಶಿಬಿರದಲ್ಲಿ ಬೆಂಗಳೂರಿನ ಪ್ರಕ್ರಿಯ ಆಸ್ಪತ್ರೆಯ ವೈದ್ಯರು ಭಾಗವಹಿಸಿದ್ದು, ಕಣ್ಣು, ಹೃದಯ, ಮೂಳೆ ಸೇರಿದಂತೆ ವಿವಿಧ ಆರೋಗ್ಯ ತಪಾಸಣೆ ನಡೆಸಿದರು. ಸಮಾರಂಭದಲ್ಲಿ ಸಾಕಷ್ಟು ಸಾರ್ವಜನಿಕರು ಪಾಲ್ಗೊಂಡಿದ್ದರು. — [620, 210, 758, 336]
story2-col1: ಕೊರಟಗೆರೆ, ಜು.23– ಪಾವಗಡ ದಿಂದ ಕಾರ್ಯಕ್ರಮ ಮುಗಿಸಿಕೊಂಡು ಬೆಂಗಳೂರಿಗೆ ಹೋಗುತ್ತಿದ್ದ ಸಂದರ್ಭದಲ್ಲಿ ಗೃಹ ಸಚಿವರ ಕ್ಷೇತ್ರ ಕೊರಟಗೆರೆಯಲ್ಲಿ ಕಾಂಗ್ರೆಸ್ ಪಕ್ಷದಕಾರ್ಯಕರ್ತರು ಹಾಗೂ ಅಭಿಮಾನಿಗಳು ಸನ್ಮಾನಿಸಿದರು. ಪಾವಗಡ ಪಟ್ಟಣದಲ್ಲಿ ವಿವಿಧ ಕಾಮಗಾರಿಗಳು ಉದ್ಘಾಟನೆ ಮತ್ತು ಶಂಕುಸ್ಥಾಪನೆ ಕಾರ್ಯಕ್ರಮಕ್ಕೆ ರಾಜ್ಯ ಮುಖ್ಯಮಂತ್ರಿ ಸಿದ್ದರಾಮಯ್ಯ ಹೆಲಿಕಾಪ್ಟರ್ ಮೂಲಕ ಆಗಮಿಸಿ ಕಾರ್ಯಕ್ರಮಕ್ಕೆ ಚಾಲನೆ ನೀಡಿದರು. ಮಳೆ ಹಾಗೂ ಮೋಡಕವಿದ ವಾತಾವರಣ ಇರುವ ಕಾರಣದಿಂದ ರಸ್ತೆ ಮೂಲಕ — [47, 660, 185, 786]
date: ದಿನಾಂಕ:23-07-2025 — [705, 44, 789, 54]
story2-headline-line2: ಸನ್ಮಾನಿಸಿದ ಕಾಂಗ್ರೆಸ್ ಪಕ್ಷದಕಾರ್ಯಕರ್ತರು — [87, 510, 287, 528]
story6-headline: ಉಚಿತ ನೇತ್ರ ಶಸ್ತ್ರಚಿಕಿತ್ಸಾ ಶಿಬಿರ — [347, 728, 455, 741]
paper-name: ಅಮೃತವಾಣಿ — [450, 40, 510, 58]
ad-packages-list — [628, 1124, 818, 1154]
story7-photo — [620, 104, 900, 206]
story1-headline: ರೈತರಿಗೆ ಅಗತ್ಯವಿರುವಷ್ಟು ಬಿತ್ತನೆ ಬೀಜ ವಿತರಣೆ — [117, 70, 397, 92]
ad-photo-2 — [837, 1242, 892, 1302]
story8-col3 — [762, 490, 900, 725]
